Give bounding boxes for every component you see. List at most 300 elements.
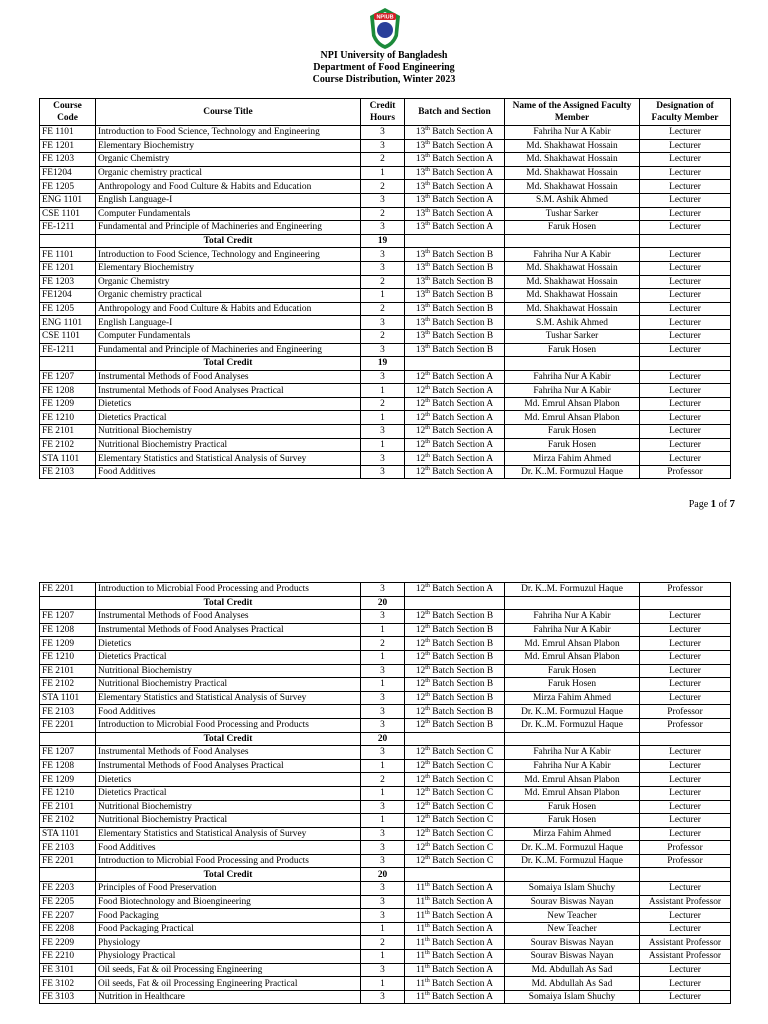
course-code: FE 2103 — [40, 705, 96, 719]
document-page-2 — [0, 525, 768, 1024]
course-title: Instrumental Methods of Food Analyses — [96, 746, 361, 760]
course-title: Instrumental Methods of Food Analyses Practical — [96, 759, 361, 773]
batch-section — [405, 221, 505, 235]
course-title: Organic chemistry practical — [96, 166, 361, 180]
section-label: Batch Section B — [432, 665, 494, 676]
total-credit-value: 20 — [361, 596, 405, 610]
batch-section — [405, 841, 505, 855]
empty-cell — [505, 732, 640, 746]
section-label: Batch Section A — [432, 371, 494, 382]
table-row — [40, 126, 731, 140]
batch-section — [405, 465, 505, 479]
course-code: FE 1210 — [40, 411, 96, 425]
course-title: Food Packaging — [96, 909, 361, 923]
batch-section — [405, 289, 505, 303]
section-label: Batch Section C — [432, 788, 494, 799]
designation: Lecturer — [640, 452, 731, 466]
designation: Lecturer — [640, 990, 731, 1004]
batch-section — [405, 370, 505, 384]
table-row — [40, 814, 731, 828]
batch-number: 12 — [415, 774, 426, 785]
university-logo-icon — [366, 6, 404, 50]
designation: Lecturer — [640, 746, 731, 760]
section-label: Batch Section C — [432, 747, 494, 758]
empty-cell — [505, 868, 640, 882]
batch-section — [405, 814, 505, 828]
batch-suffix: th — [425, 664, 430, 671]
course-title: Principles of Food Preservation — [96, 882, 361, 896]
col-header-batch-section: Batch and Section — [405, 99, 505, 126]
empty-cell — [505, 357, 640, 371]
total-credit-row — [40, 732, 731, 746]
batch-suffix: th — [425, 909, 430, 916]
batch-number: 13 — [415, 208, 426, 219]
course-code: FE 1208 — [40, 623, 96, 637]
course-code: FE 2203 — [40, 882, 96, 896]
designation: Lecturer — [640, 221, 731, 235]
batch-section — [405, 180, 505, 194]
batch-suffix: th — [425, 153, 430, 160]
course-title: Anthropology and Food Culture & Habits and Education — [96, 180, 361, 194]
section-label: Batch Section A — [432, 937, 493, 948]
table-row — [40, 854, 731, 868]
batch-number: 12 — [415, 412, 426, 423]
table-row — [40, 261, 731, 275]
batch-suffix: th — [425, 207, 430, 214]
credit-hours: 2 — [361, 275, 405, 289]
designation: Lecturer — [640, 411, 731, 425]
table-row — [40, 343, 731, 357]
section-label: Batch Section B — [432, 652, 494, 663]
batch-section — [405, 438, 505, 452]
designation: Professor — [640, 465, 731, 479]
designation: Lecturer — [640, 316, 731, 330]
batch-section — [405, 261, 505, 275]
total-credit-row — [40, 234, 731, 248]
course-title: Elementary Statistics and Statistical Analysis of Survey — [96, 452, 361, 466]
course-title: Food Additives — [96, 465, 361, 479]
faculty-member: Md. Shakhawat Hossain — [505, 166, 640, 180]
course-title: Organic Chemistry — [96, 153, 361, 167]
course-code: FE 1209 — [40, 397, 96, 411]
batch-section — [405, 316, 505, 330]
table-row — [40, 678, 731, 692]
batch-number: 11 — [416, 896, 426, 907]
credit-hours: 1 — [361, 977, 405, 991]
empty-cell — [40, 868, 96, 882]
batch-suffix: th — [425, 814, 430, 821]
table-row — [40, 882, 731, 896]
table-row — [40, 370, 731, 384]
course-code: FE 1203 — [40, 275, 96, 289]
section-label: Batch Section A — [432, 883, 493, 894]
course-title: Anthropology and Food Culture & Habits and Education — [96, 302, 361, 316]
designation: Lecturer — [640, 126, 731, 140]
faculty-member: Fahriha Nur A Kabir — [505, 126, 640, 140]
course-code: STA 1101 — [40, 691, 96, 705]
batch-number: 12 — [415, 720, 426, 731]
faculty-member: Fahriha Nur A Kabir — [505, 746, 640, 760]
course-code: FE 1210 — [40, 650, 96, 664]
section-label: Batch Section A — [432, 467, 494, 478]
batch-section — [405, 773, 505, 787]
batch-section — [405, 302, 505, 316]
batch-number: 11 — [416, 964, 426, 975]
batch-number: 12 — [415, 788, 426, 799]
batch-suffix: th — [425, 651, 430, 658]
document-header — [0, 50, 768, 86]
table-row — [40, 827, 731, 841]
batch-suffix: th — [425, 882, 430, 889]
batch-number: 11 — [416, 951, 426, 962]
faculty-member: Fahriha Nur A Kabir — [505, 759, 640, 773]
table-row — [40, 438, 731, 452]
empty-cell — [40, 732, 96, 746]
batch-number: 12 — [415, 426, 426, 437]
batch-number: 12 — [415, 584, 426, 595]
section-label: Batch Section A — [432, 127, 494, 138]
designation: Professor — [640, 583, 731, 597]
faculty-member: Faruk Hosen — [505, 800, 640, 814]
faculty-member: Somaiya Islam Shuchy — [505, 990, 640, 1004]
document-title: Course Distribution, Winter 2023 — [312, 74, 456, 85]
faculty-member: Sourav Biswas Nayan — [505, 895, 640, 909]
section-label: Batch Section A — [432, 964, 493, 975]
batch-suffix: th — [425, 977, 430, 984]
faculty-member: Dr. K..M. Formuzul Haque — [505, 705, 640, 719]
section-label: Batch Section B — [432, 263, 494, 274]
batch-section — [405, 895, 505, 909]
credit-hours: 3 — [361, 895, 405, 909]
course-title: Dietetics — [96, 397, 361, 411]
empty-cell — [40, 596, 96, 610]
total-credit-row — [40, 596, 731, 610]
course-code: FE 1209 — [40, 773, 96, 787]
credit-hours: 1 — [361, 922, 405, 936]
credit-hours: 3 — [361, 990, 405, 1004]
batch-suffix: th — [425, 624, 430, 631]
batch-section — [405, 854, 505, 868]
faculty-member: Faruk Hosen — [505, 678, 640, 692]
table-row — [40, 786, 731, 800]
batch-section — [405, 623, 505, 637]
faculty-member: Dr. K..M. Formuzul Haque — [505, 854, 640, 868]
batch-suffix: th — [425, 316, 430, 323]
empty-cell — [405, 732, 505, 746]
faculty-member: Fahriha Nur A Kabir — [505, 384, 640, 398]
faculty-member: Md. Abdullah As Sad — [505, 963, 640, 977]
credit-hours: 2 — [361, 207, 405, 221]
section-label: Batch Section A — [432, 140, 494, 151]
batch-number: 13 — [415, 222, 426, 233]
credit-hours: 1 — [361, 166, 405, 180]
credit-hours: 3 — [361, 841, 405, 855]
batch-section — [405, 922, 505, 936]
designation: Professor — [640, 718, 731, 732]
batch-section — [405, 343, 505, 357]
course-title: Nutritional Biochemistry Practical — [96, 814, 361, 828]
table-row — [40, 963, 731, 977]
faculty-member: Mirza Fahim Ahmed — [505, 827, 640, 841]
course-title: Introduction to Microbial Food Processing and Products — [96, 583, 361, 597]
batch-suffix: th — [425, 370, 430, 377]
designation: Lecturer — [640, 289, 731, 303]
course-title: Dietetics Practical — [96, 411, 361, 425]
designation: Lecturer — [640, 691, 731, 705]
designation: Lecturer — [640, 193, 731, 207]
course-title: Introduction to Food Science, Technology and Engineering — [96, 126, 361, 140]
batch-section — [405, 990, 505, 1004]
designation: Assistant Professor — [640, 895, 731, 909]
course-code: FE 1205 — [40, 180, 96, 194]
credit-hours: 3 — [361, 139, 405, 153]
designation: Lecturer — [640, 786, 731, 800]
course-code: FE 3101 — [40, 963, 96, 977]
batch-number: 13 — [415, 290, 426, 301]
course-title: Food Biotechnology and Bioengineering — [96, 895, 361, 909]
course-code: FE 2102 — [40, 678, 96, 692]
section-label: Batch Section B — [432, 706, 494, 717]
faculty-member: Md. Shakhawat Hossain — [505, 289, 640, 303]
col-header-credit-hours: Credit Hours — [361, 99, 405, 126]
table-row — [40, 397, 731, 411]
course-title: Instrumental Methods of Food Analyses Practical — [96, 623, 361, 637]
batch-section — [405, 207, 505, 221]
credit-hours: 3 — [361, 583, 405, 597]
section-label: Batch Section B — [432, 625, 494, 636]
faculty-member: Faruk Hosen — [505, 425, 640, 439]
batch-section — [405, 746, 505, 760]
designation: Lecturer — [640, 248, 731, 262]
batch-suffix: th — [425, 950, 430, 957]
course-code: FE 1208 — [40, 759, 96, 773]
course-title: Organic Chemistry — [96, 275, 361, 289]
designation: Lecturer — [640, 773, 731, 787]
section-label: Batch Section A — [432, 910, 493, 921]
table-row — [40, 759, 731, 773]
table-row — [40, 977, 731, 991]
empty-cell — [405, 357, 505, 371]
batch-suffix: th — [425, 411, 430, 418]
section-label: Batch Section B — [432, 679, 494, 690]
credit-hours: 3 — [361, 854, 405, 868]
empty-cell — [640, 732, 731, 746]
total-credit-value: 20 — [361, 868, 405, 882]
course-title: Oil seeds, Fat & oil Processing Engineering Practical — [96, 977, 361, 991]
batch-suffix: th — [425, 583, 430, 590]
batch-suffix: th — [425, 936, 430, 943]
section-label: Batch Section A — [432, 222, 494, 233]
batch-suffix: th — [425, 343, 430, 350]
table-row — [40, 909, 731, 923]
course-code: CSE 1101 — [40, 329, 96, 343]
designation: Lecturer — [640, 343, 731, 357]
course-title: Fundamental and Principle of Machineries and Engineering — [96, 221, 361, 235]
course-title: Food Additives — [96, 841, 361, 855]
table-row — [40, 180, 731, 194]
faculty-member: Md. Emrul Ahsan Plabon — [505, 773, 640, 787]
credit-hours: 3 — [361, 827, 405, 841]
course-title: Dietetics — [96, 637, 361, 651]
designation: Lecturer — [640, 139, 731, 153]
course-code: ENG 1101 — [40, 193, 96, 207]
designation: Lecturer — [640, 166, 731, 180]
credit-hours: 1 — [361, 289, 405, 303]
batch-section — [405, 425, 505, 439]
batch-section — [405, 882, 505, 896]
batch-number: 12 — [415, 453, 426, 464]
course-title: Elementary Biochemistry — [96, 261, 361, 275]
designation: Lecturer — [640, 370, 731, 384]
section-label: Batch Section A — [432, 453, 494, 464]
empty-cell — [640, 357, 731, 371]
course-title: English Language-I — [96, 193, 361, 207]
course-code: FE 1101 — [40, 248, 96, 262]
course-code: FE 1101 — [40, 126, 96, 140]
faculty-member: Md. Shakhawat Hossain — [505, 261, 640, 275]
credit-hours: 3 — [361, 746, 405, 760]
designation: Lecturer — [640, 909, 731, 923]
batch-section — [405, 166, 505, 180]
svg-text:NPIUB: NPIUB — [376, 14, 394, 21]
course-code: FE 2101 — [40, 664, 96, 678]
faculty-member: Md. Emrul Ahsan Plabon — [505, 411, 640, 425]
course-title: Dietetics — [96, 773, 361, 787]
designation: Lecturer — [640, 302, 731, 316]
section-label: Batch Section B — [432, 693, 494, 704]
batch-number: 13 — [415, 168, 426, 179]
designation: Lecturer — [640, 814, 731, 828]
course-code: FE 1201 — [40, 261, 96, 275]
table-row — [40, 221, 731, 235]
section-label: Batch Section B — [432, 638, 494, 649]
faculty-member: Mirza Fahim Ahmed — [505, 452, 640, 466]
course-code: FE 1210 — [40, 786, 96, 800]
credit-hours: 2 — [361, 936, 405, 950]
section-label: Batch Section C — [432, 828, 494, 839]
faculty-member: Dr. K..M. Formuzul Haque — [505, 583, 640, 597]
batch-section — [405, 329, 505, 343]
course-code: FE 1207 — [40, 746, 96, 760]
course-title: Fundamental and Principle of Machineries and Engineering — [96, 343, 361, 357]
faculty-member: Somaiya Islam Shuchy — [505, 882, 640, 896]
page-number: Page 1 of 7 — [688, 498, 735, 510]
section-label: Batch Section A — [432, 439, 494, 450]
course-code: FE 2209 — [40, 936, 96, 950]
course-title: Physiology Practical — [96, 950, 361, 964]
batch-section — [405, 275, 505, 289]
credit-hours: 1 — [361, 759, 405, 773]
table-row — [40, 302, 731, 316]
course-title: Nutritional Biochemistry — [96, 800, 361, 814]
empty-cell — [640, 234, 731, 248]
section-label: Batch Section A — [432, 399, 494, 410]
batch-suffix: th — [425, 126, 430, 133]
section-label: Batch Section A — [432, 951, 493, 962]
table-row — [40, 193, 731, 207]
batch-suffix: th — [425, 139, 430, 146]
table-row — [40, 610, 731, 624]
batch-number: 13 — [415, 195, 426, 206]
section-label: Batch Section B — [432, 344, 494, 355]
batch-section — [405, 397, 505, 411]
batch-number: 13 — [415, 263, 426, 274]
credit-hours: 3 — [361, 248, 405, 262]
credit-hours: 3 — [361, 343, 405, 357]
credit-hours: 1 — [361, 814, 405, 828]
batch-number: 12 — [415, 706, 426, 717]
designation: Lecturer — [640, 438, 731, 452]
table-row — [40, 384, 731, 398]
batch-suffix: th — [425, 398, 430, 405]
course-code: FE 1201 — [40, 139, 96, 153]
table-row — [40, 248, 731, 262]
batch-section — [405, 963, 505, 977]
section-label: Batch Section C — [432, 856, 494, 867]
course-code: FE 3103 — [40, 990, 96, 1004]
batch-suffix: th — [425, 275, 430, 282]
course-table-page-2 — [39, 582, 731, 1004]
batch-section — [405, 126, 505, 140]
total-credit-row — [40, 868, 731, 882]
course-title: Nutritional Biochemistry Practical — [96, 438, 361, 452]
batch-section — [405, 139, 505, 153]
credit-hours: 2 — [361, 397, 405, 411]
total-credit-value: 19 — [361, 357, 405, 371]
course-title: Oil seeds, Fat & oil Processing Engineering — [96, 963, 361, 977]
batch-section — [405, 691, 505, 705]
designation: Lecturer — [640, 275, 731, 289]
batch-number: 12 — [415, 371, 426, 382]
section-label: Batch Section A — [432, 426, 494, 437]
batch-number: 13 — [415, 127, 426, 138]
total-credit-value: 19 — [361, 234, 405, 248]
course-title: Nutritional Biochemistry — [96, 425, 361, 439]
total-credit-value: 20 — [361, 732, 405, 746]
batch-suffix: th — [425, 719, 430, 726]
faculty-member: Md. Shakhawat Hossain — [505, 302, 640, 316]
section-label: Batch Section A — [432, 412, 494, 423]
faculty-member: Sourav Biswas Nayan — [505, 936, 640, 950]
course-title: Food Packaging Practical — [96, 922, 361, 936]
batch-suffix: th — [425, 855, 430, 862]
batch-suffix: th — [425, 895, 430, 902]
designation: Lecturer — [640, 650, 731, 664]
faculty-member: Sourav Biswas Nayan — [505, 950, 640, 964]
course-code: FE 2102 — [40, 438, 96, 452]
designation: Lecturer — [640, 329, 731, 343]
batch-suffix: th — [425, 330, 430, 337]
course-title: Instrumental Methods of Food Analyses — [96, 610, 361, 624]
course-title: Dietetics Practical — [96, 786, 361, 800]
empty-cell — [405, 234, 505, 248]
batch-suffix: th — [425, 692, 430, 699]
table-row — [40, 139, 731, 153]
course-code: ENG 1101 — [40, 316, 96, 330]
table-row — [40, 153, 731, 167]
designation: Lecturer — [640, 800, 731, 814]
table-row — [40, 718, 731, 732]
section-label: Batch Section A — [432, 896, 493, 907]
course-title: Elementary Biochemistry — [96, 139, 361, 153]
credit-hours: 3 — [361, 221, 405, 235]
course-title: Nutrition in Healthcare — [96, 990, 361, 1004]
batch-number: 11 — [416, 924, 426, 935]
batch-number: 13 — [415, 304, 426, 315]
section-label: Batch Section A — [432, 154, 494, 165]
batch-number: 12 — [415, 439, 426, 450]
table-row — [40, 316, 731, 330]
